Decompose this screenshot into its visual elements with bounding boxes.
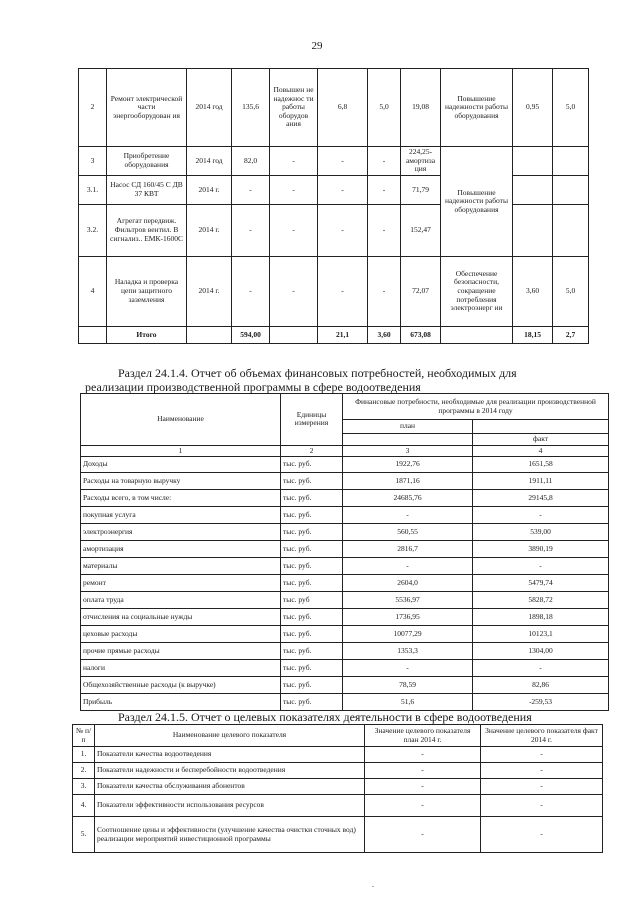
item-goal: Повышение надежности работы оборудования bbox=[441, 69, 513, 147]
item-goal: Обеспечение безопасности, сокращение потребления электроэнерг ии bbox=[441, 256, 513, 326]
row-number: 3. bbox=[73, 779, 95, 795]
row-fact: 1898,18 bbox=[473, 609, 609, 626]
row-plan: 2816,7 bbox=[343, 541, 473, 558]
row-plan: - bbox=[365, 795, 481, 817]
item-value: 5,0 bbox=[553, 256, 589, 326]
item-cost: 82,0 bbox=[232, 147, 270, 176]
page-number: 29 bbox=[311, 40, 323, 52]
table-row bbox=[81, 541, 609, 558]
total-value: 3,60 bbox=[368, 326, 401, 343]
item-value: 3,60 bbox=[513, 256, 553, 326]
row-number: 2. bbox=[73, 763, 95, 779]
row-unit: тыс. руб. bbox=[281, 541, 343, 558]
row-number: 2 bbox=[79, 69, 107, 147]
row-plan: - bbox=[365, 747, 481, 763]
item-goal-merged: Повышение надежности работы оборудования bbox=[441, 147, 513, 257]
total-value: 21,1 bbox=[318, 326, 368, 343]
header-plan: план bbox=[343, 420, 473, 434]
table-row bbox=[81, 457, 609, 473]
header-number: № п/п bbox=[73, 725, 95, 747]
section-title-continued: реализации производственной программы в сфере водоотведения bbox=[85, 380, 421, 394]
row-fact: - bbox=[481, 795, 603, 817]
item-value: 152,47 bbox=[401, 204, 441, 256]
row-unit: тыс. руб. bbox=[281, 575, 343, 592]
row-fact: 82,86 bbox=[473, 677, 609, 694]
table-row bbox=[73, 779, 603, 795]
row-plan: 5536,97 bbox=[343, 592, 473, 609]
item-cost: - bbox=[232, 256, 270, 326]
item-year: 2014 г. bbox=[187, 204, 232, 256]
table-row bbox=[81, 694, 609, 711]
item-effect: - bbox=[270, 204, 318, 256]
row-fact: 3890,19 bbox=[473, 541, 609, 558]
financial-needs-table bbox=[80, 393, 609, 711]
item-value: 72,07 bbox=[401, 256, 441, 326]
table-row bbox=[81, 558, 609, 575]
item-year: 2014 год bbox=[187, 69, 232, 147]
stray-mark: . bbox=[372, 880, 374, 889]
row-unit: тыс. руб bbox=[281, 592, 343, 609]
row-name: электроэнергия bbox=[81, 524, 281, 541]
row-number: 4 bbox=[79, 256, 107, 326]
table-row bbox=[73, 817, 603, 853]
header-indicator-name: Наименование целевого показателя bbox=[95, 725, 365, 747]
item-value: 224,25- амортиза ция bbox=[401, 147, 441, 176]
row-plan: - bbox=[343, 558, 473, 575]
row-fact: - bbox=[473, 507, 609, 524]
row-number: 5. bbox=[73, 817, 95, 853]
table-row bbox=[81, 643, 609, 660]
table-row bbox=[81, 490, 609, 507]
item-name: Наладка и проверка цепи защитного заземления bbox=[107, 256, 187, 326]
table-row bbox=[79, 175, 589, 204]
row-name: оплата труда bbox=[81, 592, 281, 609]
row-fact: 539,00 bbox=[473, 524, 609, 541]
total-value: 18,15 bbox=[513, 326, 553, 343]
table-row bbox=[73, 795, 603, 817]
table-row bbox=[81, 677, 609, 694]
item-value: - bbox=[318, 256, 368, 326]
row-plan: - bbox=[343, 660, 473, 677]
item-value: 5,0 bbox=[553, 69, 589, 147]
header-plan: Значение целевого показателя план 2014 г. bbox=[365, 725, 481, 747]
column-number: 4 bbox=[473, 445, 609, 457]
row-name: Показатели надежности и бесперебойности водоотведения bbox=[95, 763, 365, 779]
row-number: 3 bbox=[79, 147, 107, 176]
row-fact: 5828,72 bbox=[473, 592, 609, 609]
row-plan: - bbox=[365, 763, 481, 779]
row-unit: тыс. руб. bbox=[281, 626, 343, 643]
row-number: 4. bbox=[73, 795, 95, 817]
item-value: 6,8 bbox=[318, 69, 368, 147]
item-effect: - bbox=[270, 175, 318, 204]
row-name: отчисления на социальные нужды bbox=[81, 609, 281, 626]
table-row bbox=[73, 747, 603, 763]
item-name: Приобретение оборудования bbox=[107, 147, 187, 176]
item-name: Ремонт электрической части энергооборудован ия bbox=[107, 69, 187, 147]
table-row bbox=[81, 626, 609, 643]
row-name: Расходы всего, в том числе: bbox=[81, 490, 281, 507]
item-value: 5,0 bbox=[368, 69, 401, 147]
item-value: - bbox=[368, 175, 401, 204]
section-title: Раздел 24.1.4. Отчет об объемах финансовых потребностей, необходимых для bbox=[118, 366, 517, 380]
row-fact: - bbox=[481, 747, 603, 763]
row-name: Расходы на товарную выручку bbox=[81, 473, 281, 490]
row-number: 1. bbox=[73, 747, 95, 763]
row-unit: тыс. руб. bbox=[281, 558, 343, 575]
row-fact: - bbox=[481, 763, 603, 779]
row-unit: тыс. руб. bbox=[281, 507, 343, 524]
item-name: Агрегат передвиж. Фильтров вентил. В сигнализ.. ЕМК-1600С bbox=[107, 204, 187, 256]
table-row bbox=[79, 204, 589, 256]
row-unit: тыс. руб. bbox=[281, 524, 343, 541]
row-plan: - bbox=[365, 817, 481, 853]
row-fact: -259,53 bbox=[473, 694, 609, 711]
row-plan: 560,55 bbox=[343, 524, 473, 541]
target-indicators-table bbox=[72, 724, 603, 853]
row-name: Соотношение цены и эффективности (улучшение качества очистки сточных вод) реализации мероприятий инвестиционной программы bbox=[95, 817, 365, 853]
row-plan: 51,6 bbox=[343, 694, 473, 711]
item-year: 2014 г. bbox=[187, 256, 232, 326]
row-plan: 1922,76 bbox=[343, 457, 473, 473]
table-header-row bbox=[73, 725, 603, 747]
row-plan: 2604,0 bbox=[343, 575, 473, 592]
item-value bbox=[513, 175, 553, 204]
table-row bbox=[81, 507, 609, 524]
item-cost: - bbox=[232, 175, 270, 204]
item-value: - bbox=[318, 175, 368, 204]
table-row bbox=[81, 575, 609, 592]
row-plan: 1353,3 bbox=[343, 643, 473, 660]
item-value: 19,08 bbox=[401, 69, 441, 147]
row-unit: тыс. руб. bbox=[281, 677, 343, 694]
item-year: 2014 г. bbox=[187, 175, 232, 204]
column-number: 2 bbox=[281, 445, 343, 457]
total-row bbox=[79, 326, 589, 343]
row-unit: тыс. руб. bbox=[281, 490, 343, 507]
total-label: Итого bbox=[107, 326, 187, 343]
item-value: - bbox=[318, 147, 368, 176]
row-unit: тыс. руб. bbox=[281, 694, 343, 711]
row-name: ремонт bbox=[81, 575, 281, 592]
item-value bbox=[513, 147, 553, 176]
row-fact: 1651,58 bbox=[473, 457, 609, 473]
item-value: - bbox=[368, 256, 401, 326]
row-unit: тыс. руб. bbox=[281, 473, 343, 490]
item-value: - bbox=[318, 204, 368, 256]
header-name: Наименование bbox=[81, 394, 281, 446]
item-name: Насос СД 160/45 С ДВ 37 КВТ bbox=[107, 175, 187, 204]
row-fact: 1911,11 bbox=[473, 473, 609, 490]
item-value: - bbox=[368, 204, 401, 256]
table-row bbox=[79, 147, 589, 176]
row-name: покупная услуга bbox=[81, 507, 281, 524]
row-number: 3.2. bbox=[79, 204, 107, 256]
table-row bbox=[79, 69, 589, 147]
item-value bbox=[553, 175, 589, 204]
table-row bbox=[81, 473, 609, 490]
table-header-row bbox=[81, 394, 609, 420]
row-plan: 10077,29 bbox=[343, 626, 473, 643]
row-fact: 10123,1 bbox=[473, 626, 609, 643]
item-cost: - bbox=[232, 204, 270, 256]
row-plan: 1736,95 bbox=[343, 609, 473, 626]
table-row bbox=[81, 524, 609, 541]
total-value: 673,08 bbox=[401, 326, 441, 343]
table-row bbox=[73, 763, 603, 779]
row-unit: тыс. руб. bbox=[281, 643, 343, 660]
table-row bbox=[81, 592, 609, 609]
row-name: прочие прямые расходы bbox=[81, 643, 281, 660]
row-name: Показатели качества водоотведения bbox=[95, 747, 365, 763]
header-fact: факт bbox=[473, 434, 609, 446]
row-name: цеховые расходы bbox=[81, 626, 281, 643]
column-number: 3 bbox=[343, 445, 473, 457]
item-value: 71,79 bbox=[401, 175, 441, 204]
table-row bbox=[79, 256, 589, 326]
item-year: 2014 год bbox=[187, 147, 232, 176]
row-number: 3.1. bbox=[79, 175, 107, 204]
item-value bbox=[513, 204, 553, 256]
row-fact: - bbox=[473, 660, 609, 677]
row-unit: тыс. руб. bbox=[281, 660, 343, 677]
row-fact: 5479,74 bbox=[473, 575, 609, 592]
row-name: Показатели качества обслуживания абонентов bbox=[95, 779, 365, 795]
row-unit: тыс. руб. bbox=[281, 609, 343, 626]
item-value: - bbox=[368, 147, 401, 176]
row-plan: - bbox=[343, 507, 473, 524]
row-plan: 24685,76 bbox=[343, 490, 473, 507]
row-fact: - bbox=[473, 558, 609, 575]
column-number-row bbox=[81, 445, 609, 457]
total-value: 2,7 bbox=[553, 326, 589, 343]
row-name: Прибыль bbox=[81, 694, 281, 711]
section-title: Раздел 24.1.5. Отчет о целевых показателях деятельности в сфере водоотведения bbox=[118, 710, 532, 724]
item-value bbox=[553, 147, 589, 176]
table-row bbox=[81, 609, 609, 626]
row-fact: 29145,8 bbox=[473, 490, 609, 507]
row-name: материалы bbox=[81, 558, 281, 575]
row-name: Доходы bbox=[81, 457, 281, 473]
item-value: 0,95 bbox=[513, 69, 553, 147]
repair-items-table bbox=[78, 68, 589, 344]
row-name: Показатели эффективности использования ресурсов bbox=[95, 795, 365, 817]
row-name: Общехозяйственные расходы (к выручке) bbox=[81, 677, 281, 694]
row-name: амортизация bbox=[81, 541, 281, 558]
item-effect: - bbox=[270, 147, 318, 176]
item-cost: 135,6 bbox=[232, 69, 270, 147]
table-row bbox=[81, 660, 609, 677]
row-plan: 1871,16 bbox=[343, 473, 473, 490]
row-fact: 1304,00 bbox=[473, 643, 609, 660]
row-plan: - bbox=[365, 779, 481, 795]
column-number: 1 bbox=[81, 445, 281, 457]
row-unit: тыс. руб. bbox=[281, 457, 343, 473]
row-fact: - bbox=[481, 779, 603, 795]
item-value bbox=[553, 204, 589, 256]
header-financial-needs: Финансовые потребности, необходимые для реализации производственной программы в 2014 году bbox=[343, 394, 609, 420]
total-cost: 594,00 bbox=[232, 326, 270, 343]
header-unit: Единицы измерения bbox=[281, 394, 343, 446]
item-effect: - bbox=[270, 256, 318, 326]
item-effect: Повышен не надежнос ти работы оборудов ания bbox=[270, 69, 318, 147]
row-plan: 78,59 bbox=[343, 677, 473, 694]
row-fact: - bbox=[481, 817, 603, 853]
row-name: налоги bbox=[81, 660, 281, 677]
header-fact: Значение целевого показателя факт 2014 г. bbox=[481, 725, 603, 747]
